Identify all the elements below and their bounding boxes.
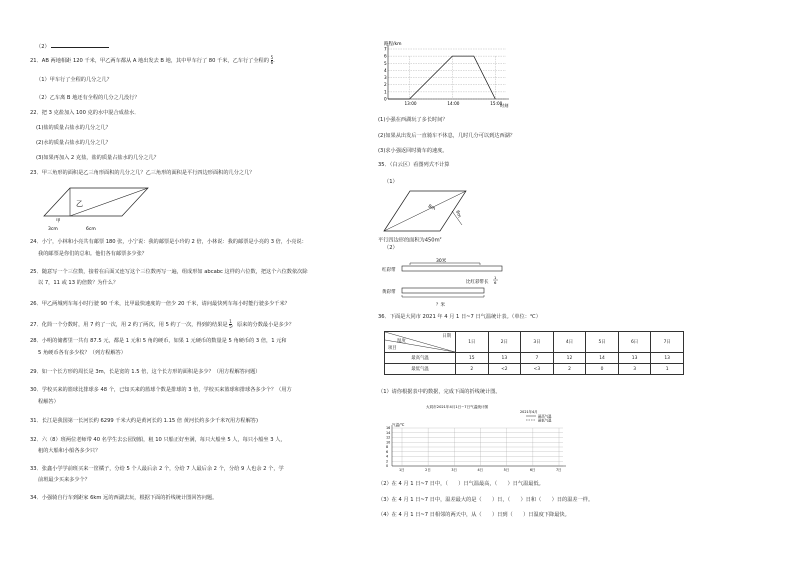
q21-text: 21．AB 两地相距 120 千米，甲乙两车都从 A 地出发去 B 地，其中甲车行了 80 千米，乙车行了全程的 (30, 58, 269, 64)
dim-6cm: 6cm (86, 227, 96, 232)
table-cell: 3 (618, 364, 651, 375)
q27-text: 27．化简一个分数时，用 7 约了一次，用 2 约了两次，用 5 约了一次，得到的结果是 (30, 322, 228, 328)
dim-3cm: 3cm (48, 227, 58, 232)
left-column (30, 0, 365, 562)
q30-line1: 30．学校买来的篮球比排球多 48 个，已知买来的篮球个数是排球的 3 倍，学校买来篮球和排球各多少个？（用方 (30, 387, 292, 393)
fraction-denominator: 5 (229, 324, 232, 329)
q24-line2: 我的邮票是你们的总和。他们各有邮票多少张？ (38, 251, 147, 257)
temperature-x-ticks (399, 467, 562, 472)
q25-line1: 25．随意写一个三位数，接着在后面又连写这个三位数再写一遍，组成形如 abcabc 这样的六位数，把这个六位数依次除 (30, 269, 308, 275)
temperature-grid (392, 425, 566, 466)
temp-axis-unit: 气温/℃ (392, 423, 405, 427)
distance-y-tick-label: 5 (384, 60, 387, 66)
temperature-y-tick-label: 12 (386, 435, 391, 440)
temperature-x-tick-label: 4日 (477, 468, 484, 472)
table-row-high (385, 353, 684, 364)
distance-time-chart (378, 37, 513, 112)
q35: 35．（白云区）看图列式不计算 (378, 162, 450, 168)
table-cell: <2 (488, 364, 521, 375)
table-header-day: 6日 (618, 332, 651, 353)
table-cell: 14 (586, 353, 619, 364)
temperature-y-tick-label: 6 (386, 449, 389, 454)
table-header-day: 1日 (456, 332, 489, 353)
row-label-low: 最低气温 (385, 364, 456, 375)
q32-line2: 租的大船和小船各多少只？ (38, 448, 101, 454)
temperature-x-tick-label: 1日 (399, 468, 405, 472)
label-8m: 8m (427, 204, 436, 212)
thirty-meter-label: 30米 (436, 259, 447, 264)
distance-y-tick-label: 7 (384, 46, 387, 52)
temperature-y-ticks (386, 426, 390, 468)
q22: 22．把 3 克盐加入 100 克的水中混合成盐水． (30, 110, 140, 116)
q22-1: (1)盐的质量占盐水的几分之几？ (36, 125, 111, 131)
corner-item-label: 项目 (388, 346, 397, 351)
temperature-y-tick-label: 4 (386, 454, 389, 459)
fraction-5-6 (271, 56, 274, 65)
q24-line1: 24．小宁，小林和小亮共有邮票 180 张，小宁说：我的邮票是小玲的 2 倍，小林说：我的邮票是小亮的 3 倍，小亮说： (30, 239, 307, 245)
temperature-x-tick-label: 5日 (503, 468, 510, 472)
q28-line1: 28．小明的储蓄里一共有 87.5 元，都是 1 元和 5 角的硬币，如果 1 元硬币的数量是 5 角硬币的 3 倍，1 元和 (30, 338, 287, 344)
distance-y-tick-label: 0 (384, 96, 387, 102)
distance-y-tick-label: 1 (384, 89, 387, 95)
table-header-day: 7日 (651, 332, 684, 353)
corner-date-label: 日期 (442, 334, 451, 339)
table-cell: 13 (651, 353, 684, 364)
distance-y-tick-label: 6 (384, 53, 387, 59)
unknown-length-label: ？米 (436, 303, 445, 308)
distance-y-tick-label: 2 (384, 82, 387, 88)
fraction-denominator: 6 (270, 60, 274, 65)
q30-line2: 程解答） (38, 399, 59, 405)
q35-1-caption-text: 平行四边形的面积为450m (378, 237, 440, 244)
table-header-day: 5日 (586, 332, 619, 353)
distance-x-tick-label: 15:00 (490, 101, 503, 106)
q31: 31．长江是我国第一长河长约 6299 千米大约是黄河长的 1.15 倍 黄河长约多少千米?(用方程解答) (30, 418, 258, 424)
q36: 36．下面是大同市 2021 年 4 月 1 日~7 日气温统计表。（单位：℃） (378, 314, 541, 320)
parallelogram-shape (44, 188, 148, 216)
table-cell: 7 (521, 353, 554, 364)
temperature-y-tick-label: 10 (386, 440, 391, 445)
temperature-y-tick-label: 14 (386, 430, 391, 435)
q35-1: （1） (384, 179, 398, 185)
q36-4: （4）在 4 月 1 日~7 日相邻的两天中，从（ ）日到（ ）日温度下降最快。 (378, 512, 570, 518)
q22-3: (3)如果再加入 2 克盐，盐的质量占盐水的几分之几？ (36, 155, 159, 161)
compare-fraction-den: 6 (494, 280, 497, 285)
compare-fraction-num: 1 (494, 275, 497, 280)
legend-low-label: 最低气温 (538, 418, 552, 423)
q34-2: (2)如果从出发后一直骑车不休息，几时几分可以到达西湖？ (378, 133, 516, 139)
temperature-line-chart (378, 402, 578, 474)
table-header-day: 4日 (553, 332, 586, 353)
temperature-x-tick-label: 2日 (425, 468, 431, 472)
table-cell: 2 (456, 364, 489, 375)
temperature-x-tick-label: 6日 (529, 468, 536, 472)
distance-y-tick-label: 4 (384, 67, 387, 73)
q27 (30, 320, 294, 329)
compare-label: 比红彩带长 (466, 280, 489, 285)
table-cell: 13 (618, 353, 651, 364)
q20-2-label: （2） (36, 44, 50, 50)
temp-chart-title: 大同市2021年4月1日~7日气温统计图 (426, 405, 489, 409)
q34-3: (3)求小强返回时骑车的速度。 (378, 148, 448, 154)
yellow-ribbon-label: 黄彩带 (382, 290, 396, 295)
distance-x-ticks (404, 101, 502, 106)
unknown-length-brace (402, 295, 484, 297)
q21: 21．AB 两地相距 120 千米，甲乙两车都从 A 地出发去 B 地，其中甲车行了 80 千米，乙车行了全程的 $\frac{5}{6}$ . (30, 55, 275, 65)
distance-x-tick-label: 14:00 (447, 101, 460, 106)
label-6m: 6m (454, 209, 462, 219)
row-label-high: 最高气温 (385, 353, 456, 364)
temperature-table (384, 331, 684, 375)
distance-x-tick-label: 13:00 (404, 101, 417, 106)
temperature-y-tick-label: 8 (386, 445, 389, 450)
distance-x-unit: 时刻 (500, 103, 509, 108)
q21-1: （1）甲车行了全程的几分之几？ (36, 77, 112, 83)
q20-2 (36, 42, 109, 51)
table-cell: 2 (553, 364, 586, 375)
q32-line1: 32．六（8）班两位老师带 40 名学生去公园划船，租 10 只船正好坐满，每只大船坐 5 人，每只小船坐 3 人， (30, 437, 286, 443)
q33-line2: 前班最少买来多少个？ (38, 477, 90, 483)
q23-parallelogram-figure (36, 182, 156, 232)
fraction-numerator: 1 (229, 319, 232, 324)
q22-2: (2)水的质量占盐水的几分之几？ (36, 140, 111, 146)
q35-2: （2） (384, 245, 398, 251)
yellow-ribbon-bar (402, 288, 484, 293)
q28-line2: 5 角硬币各有多少枚？（列方程解答） (38, 350, 126, 356)
temperature-y-tick-label: 0 (386, 464, 389, 469)
label-jia: 甲 (56, 219, 61, 224)
q35-1-caption: 平行四边形的面积为$450m^2$ (378, 236, 442, 244)
q35-parallelogram-figure (380, 187, 470, 235)
diagonal-line (384, 191, 466, 231)
table-cell: <3 (521, 364, 554, 375)
table-cell: 1 (651, 364, 684, 375)
temp-chart-subtitle: 2021年4月 (520, 410, 538, 414)
q33-line1: 33．张鑫小学学前班买来一筐橘子，分给 5 个人最后余 2 个，分给 7 人最后余 2 个，分给 9 人也余 2 个，学 (30, 466, 284, 472)
temperature-x-tick-label: 3日 (451, 468, 457, 472)
q36-3: （3）在 4 月 1 日~7 日中，温差最大的是（ ）日，（ ）日和（ ）日的温差一样。 (378, 497, 594, 503)
distance-axis-unit: 路程/km (384, 42, 402, 47)
q26: 26．甲乙两城列车每小时行驶 90 千米，比甲最快速度的一倍少 20 千米，请问最快列车每小时能行驶多少千米？ (30, 301, 290, 307)
table-row-low (385, 364, 684, 375)
label-yi: 乙 (76, 200, 83, 208)
q36-2: （2）在 4 月 1 日~7 日中，（ ）日气温最高，（ ）日气温最低。 (378, 481, 544, 487)
q21-2: （2）乙车离 B 地还有全程的几分之几没行？ (36, 95, 140, 101)
table-cell: 15 (456, 353, 489, 364)
distance-y-tick-label: 3 (384, 75, 387, 81)
fraction-numerator: 5 (270, 55, 274, 60)
corner-temp-label: 温度 (397, 339, 406, 344)
right-column (378, 0, 774, 562)
table-header-day: 2日 (488, 332, 521, 353)
temperature-y-tick-label: 2 (386, 459, 389, 464)
q34-1: (1)小强在西湖玩了多长时间？ (378, 117, 448, 123)
q27-tail: ，原来的分数最小是多少？ (231, 322, 295, 328)
table-header-row (385, 332, 684, 353)
q25-line2: 以 7，11 或 13 的倍数？为什么？ (38, 280, 119, 286)
table-cell: 0 (586, 364, 619, 375)
table-corner-cell (385, 332, 456, 353)
table-cell: 12 (553, 353, 586, 364)
q34: 34．小强骑自行车到距家 6km 远的西湖去玩，根据下面的折线统计图回答问题。 (30, 495, 218, 501)
distance-y-ticks (384, 47, 387, 102)
legend-high-label: 最高气温 (538, 414, 552, 419)
q36-1: （1）请你根据表中的数据，完成下面的折线统计图。 (378, 389, 501, 395)
q35-ribbon-figure (380, 254, 520, 312)
temperature-x-tick-label: 7日 (556, 468, 562, 472)
table-cell: 13 (488, 353, 521, 364)
red-ribbon-label: 红彩带 (382, 268, 396, 273)
q23: 23．甲三角形的面积是乙三角形面积的几分之几？乙三角形的面积是平行四边形面积的几分之几？ (30, 170, 255, 176)
red-ribbon-bar (402, 266, 502, 271)
temperature-y-tick-label: 16 (386, 426, 391, 431)
q29: 29．如一个长方形的周长是 3m，长是宽的 1.5 倍，这个长方形的面积是多少？（用方程解答问题） (30, 369, 261, 375)
table-header-day: 3日 (521, 332, 554, 353)
answer-blank[interactable] (51, 42, 109, 48)
